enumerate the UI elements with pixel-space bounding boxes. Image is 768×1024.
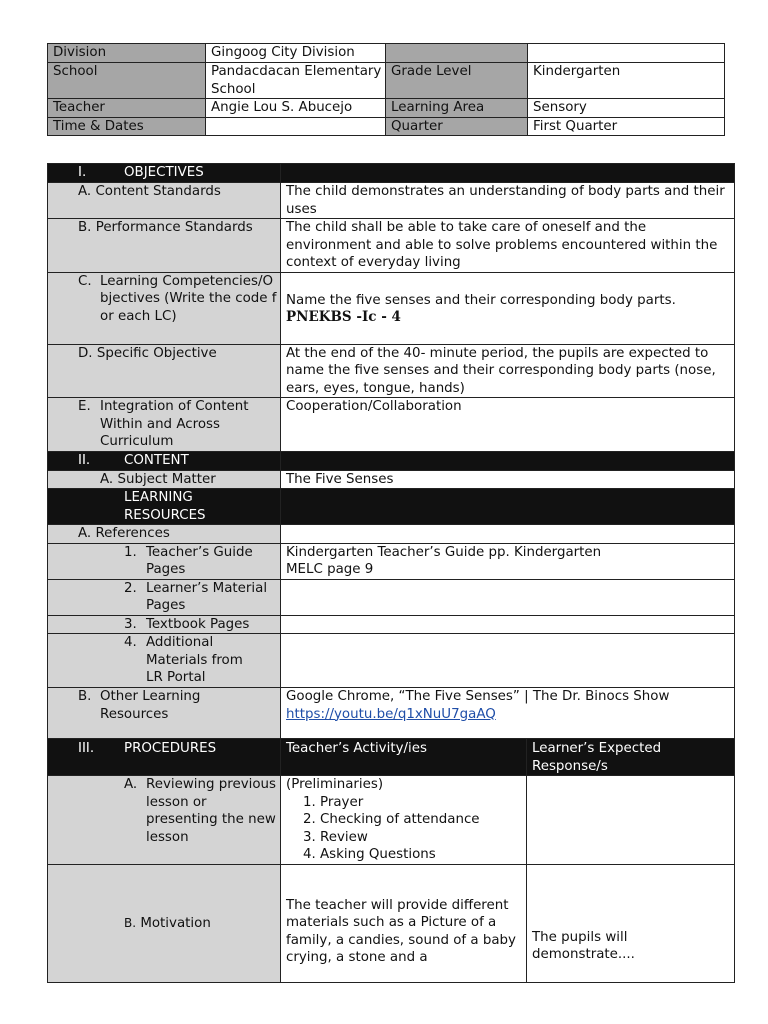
row-label-text: Content Standards	[95, 184, 221, 199]
row-label	[48, 525, 281, 544]
row-value	[281, 634, 735, 688]
row-letter: B.	[78, 220, 92, 235]
row-letter: B.	[124, 915, 137, 930]
row-letter: E.	[78, 399, 91, 414]
row-value	[281, 579, 735, 615]
section-title: PROCEDURES	[124, 741, 217, 756]
row-label-text: Learner’s Material Pages	[146, 580, 268, 613]
section-heading-procedures	[48, 739, 281, 776]
lesson-plan-table	[47, 163, 735, 983]
row-label-text: Reviewing previous lesson or presenting the new lesson	[146, 777, 276, 845]
row-label	[48, 344, 281, 398]
section-heading-content	[48, 452, 281, 471]
header-label: Division	[48, 44, 206, 63]
row-label	[48, 272, 281, 344]
row-value	[281, 688, 735, 739]
header-value: Sensory	[528, 99, 725, 118]
section-number: II.	[78, 453, 91, 468]
header-label: Quarter	[386, 117, 528, 136]
row-number: 4.	[124, 635, 137, 650]
teacher-activity	[281, 776, 527, 865]
row-value: The Five Senses	[281, 470, 735, 489]
list-item: 2. Checking of attendance	[320, 811, 526, 829]
section-title: OBJECTIVES	[124, 165, 204, 180]
header-value	[528, 44, 725, 63]
row-value: Cooperation/Collaboration	[281, 398, 735, 452]
row-label-text: Performance Standards	[95, 220, 253, 235]
row-letter: A.	[78, 526, 92, 541]
row-label-text: Other Learning Resources	[100, 689, 201, 722]
competency-text: Name the five senses and their corresponding body parts.	[286, 292, 676, 308]
header-label: Time & Dates	[48, 117, 206, 136]
row-number: 1.	[124, 544, 137, 560]
header-value: First Quarter	[528, 117, 725, 136]
row-label-text: Teacher’s Guide Pages	[146, 544, 253, 577]
resource-link[interactable]: https://youtu.be/q1xNuU7gaAQ	[286, 706, 496, 722]
section-heading-fill	[281, 489, 735, 525]
row-value: The child shall be able to take care of oneself and the environment and able to solve problems encountered within the context of everyday living	[281, 219, 735, 273]
header-label: School	[48, 63, 206, 99]
header-label: Learning Area	[386, 99, 528, 118]
row-label-text: Additional Materials from LR Portal	[146, 635, 243, 685]
row-label-text: Integration of Content Within and Across Curriculum	[100, 399, 249, 449]
row-label	[48, 615, 281, 634]
header-table	[47, 43, 725, 136]
row-label	[48, 470, 281, 489]
row-letter: A.	[78, 184, 92, 199]
row-label	[48, 634, 281, 688]
row-letter: A.	[124, 777, 138, 792]
row-value	[281, 615, 735, 634]
header-value	[206, 117, 386, 136]
preliminaries-label: (Preliminaries)	[286, 777, 384, 792]
competency-code: PNEKBS -Ic - 4	[286, 309, 401, 325]
row-label-text: Textbook Pages	[146, 616, 250, 632]
row-value: The child demonstrates an understanding of body parts and their uses	[281, 183, 735, 219]
section-title: CONTENT	[124, 453, 189, 468]
teacher-activity: The teacher will provide different materials such as a Picture of a family, a candies, sound of a baby crying, a stone and a	[281, 864, 527, 982]
section-heading-learning-resources	[48, 489, 281, 525]
list-item: 4. Asking Questions	[320, 846, 526, 864]
section-heading-objectives	[48, 164, 281, 183]
row-label-text: Specific Objective	[96, 345, 217, 361]
row-label-text: Learning Competencies/Objectives (Write the code for each LC)	[100, 273, 277, 324]
row-label	[48, 543, 281, 579]
learner-response	[527, 776, 735, 865]
preliminaries-list	[286, 794, 526, 864]
section-number: III.	[78, 741, 95, 756]
row-label	[48, 579, 281, 615]
header-value: Pandacdacan Elementary School	[206, 63, 386, 99]
row-label	[48, 398, 281, 452]
column-header-learner: Learner’s Expected Response/s	[527, 739, 735, 776]
row-letter: C.	[78, 273, 92, 289]
header-label	[386, 44, 528, 63]
row-value: Kindergarten Teacher’s Guide pp. Kindergarten MELC page 9	[281, 543, 735, 579]
resource-text: Google Chrome, “The Five Senses” | The Dr. Binocs Show	[286, 689, 670, 704]
row-value	[281, 525, 735, 544]
header-label: Grade Level	[386, 63, 528, 99]
row-label-text: References	[95, 526, 170, 541]
header-value: Gingoog City Division	[206, 44, 386, 63]
section-number: I.	[78, 165, 87, 180]
row-label	[48, 219, 281, 273]
header-label: Teacher	[48, 99, 206, 118]
row-value	[281, 272, 735, 344]
row-label	[48, 776, 281, 865]
row-letter: D.	[78, 345, 93, 361]
row-label	[48, 183, 281, 219]
row-label	[48, 688, 281, 739]
row-number: 2.	[124, 580, 137, 596]
row-label-text: Motivation	[140, 915, 211, 931]
section-title: LEARNING RESOURCES	[124, 490, 206, 523]
row-value: At the end of the 40- minute period, the pupils are expected to name the five senses and their corresponding body parts (nose, ears, eyes, tongue, hands)	[281, 344, 735, 398]
row-label-text: Subject Matter	[117, 471, 216, 487]
list-item: 1. Prayer	[320, 794, 526, 812]
learner-response: The pupils will demonstrate....	[527, 864, 735, 982]
header-value: Angie Lou S. Abucejo	[206, 99, 386, 118]
section-heading-fill	[281, 452, 735, 471]
section-heading-fill	[281, 164, 735, 183]
list-item: 3. Review	[320, 829, 526, 847]
column-header-teacher: Teacher’s Activity/ies	[281, 739, 527, 776]
row-number: 3.	[124, 616, 137, 632]
row-label	[48, 864, 281, 982]
row-letter: A.	[100, 471, 114, 487]
header-value: Kindergarten	[528, 63, 725, 99]
row-letter: B.	[78, 689, 92, 704]
